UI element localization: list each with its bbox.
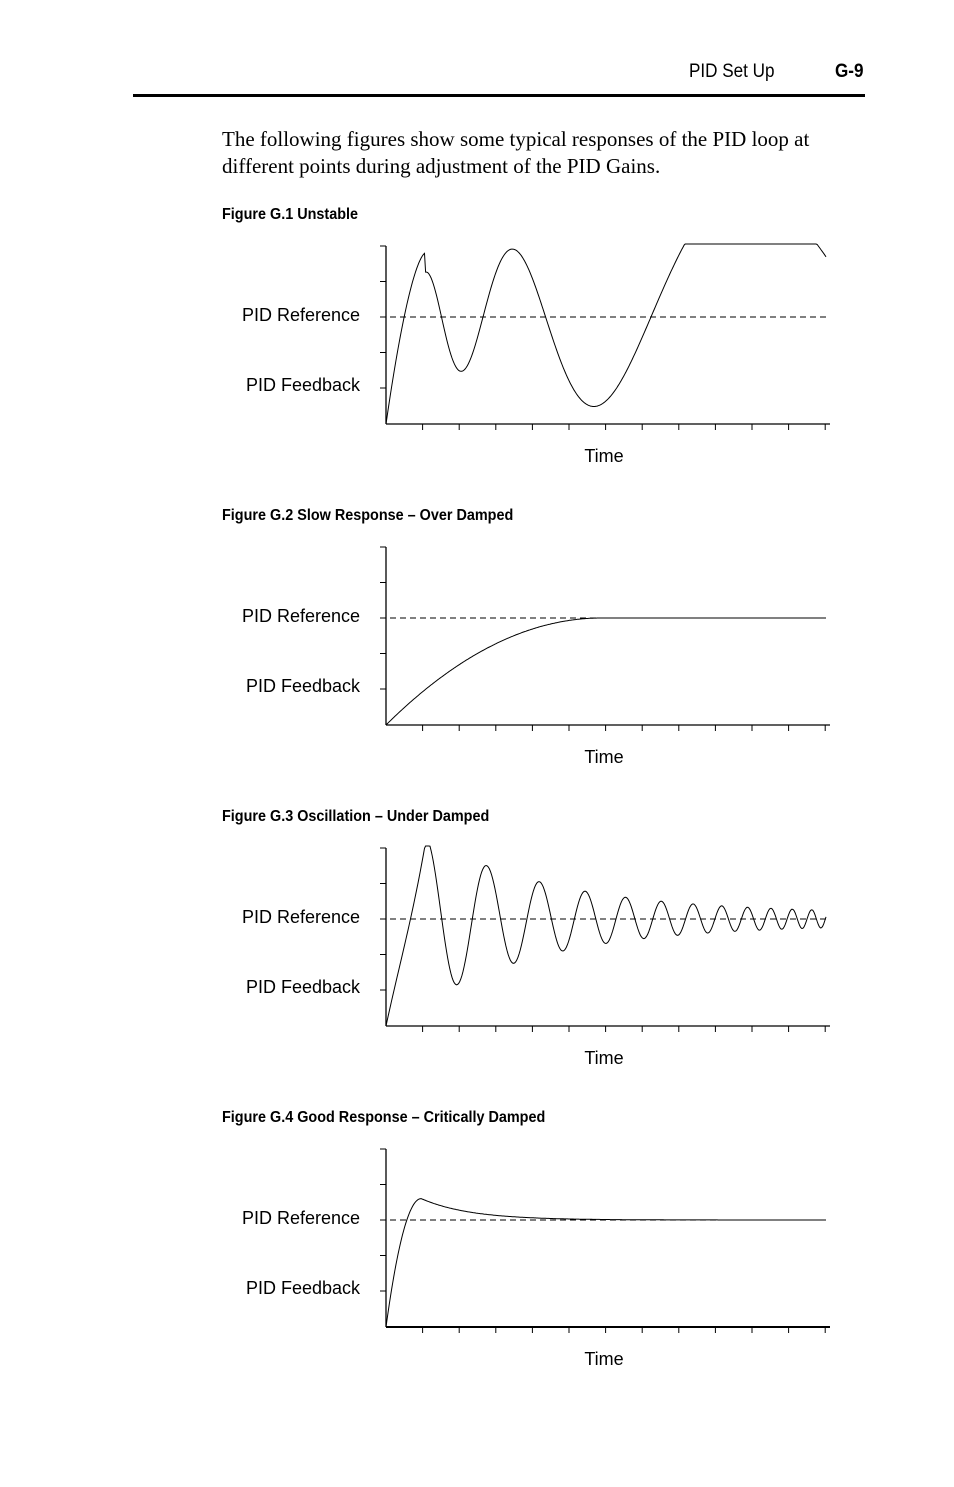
intro-paragraph: The following figures show some typical responses of the PID loop at different points during adjustment of the PID Gains. xyxy=(222,127,810,178)
figure-g1-chart xyxy=(0,230,954,470)
pid-feedback-label: PID Feedback xyxy=(245,375,360,395)
feedback-curve xyxy=(386,846,826,1026)
pid-feedback-label: PID Feedback xyxy=(245,977,360,997)
time-axis-label: Time xyxy=(584,1349,624,1369)
figure-g4-title: Figure G.4 Good Response – Critically Damped xyxy=(222,1109,546,1126)
time-axis-label: Time xyxy=(584,747,624,767)
pid-reference-label: PID Reference xyxy=(241,1208,360,1228)
time-axis-label: Time xyxy=(584,1048,624,1068)
pid-reference-label: PID Reference xyxy=(241,305,360,325)
feedback-curve xyxy=(386,618,826,725)
pid-reference-label: PID Reference xyxy=(241,907,360,927)
pid-feedback-label: PID Feedback xyxy=(245,1278,360,1298)
figure-g1-title: Figure G.1 Unstable xyxy=(222,206,359,223)
figure-g2-title: Figure G.2 Slow Response – Over Damped xyxy=(222,507,514,524)
pid-feedback-label: PID Feedback xyxy=(245,676,360,696)
figure-g2-chart xyxy=(0,531,954,771)
figure-g4-chart xyxy=(0,1133,954,1373)
header-rule xyxy=(133,94,865,97)
running-header-section: PID Set Up xyxy=(689,61,775,82)
pid-reference-label: PID Reference xyxy=(241,606,360,626)
feedback-curve xyxy=(386,1199,826,1327)
feedback-curve xyxy=(386,244,826,424)
page-number: G-9 xyxy=(835,61,864,82)
figure-g3-chart xyxy=(0,832,954,1072)
time-axis-label: Time xyxy=(584,446,624,466)
figure-g3-title: Figure G.3 Oscillation – Under Damped xyxy=(222,808,490,825)
